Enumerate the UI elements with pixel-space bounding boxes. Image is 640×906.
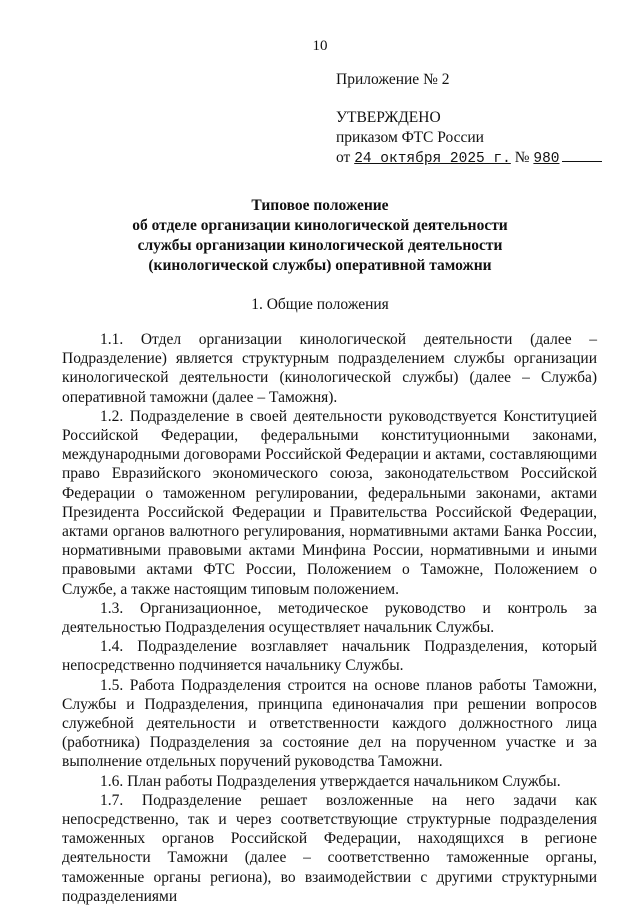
- document-title: [40, 196, 600, 276]
- order-number: 980: [533, 151, 560, 167]
- paragraph: 1.6. План работы Подразделения утверждается начальником Службы.: [100, 772, 561, 790]
- approved-stamp: УТВЕРЖДЕНО: [336, 109, 441, 126]
- title-line-2: об отделе организации кинологической деятельности: [132, 217, 508, 234]
- title-line-1: Типовое положение: [251, 197, 389, 214]
- paragraph: 1.7. Подразделение решает возложенные на него задачи как непосредственно, так и через соответствующие структурные подразделения таможенных органов Российской Федерации, находящихся в регионе деятельности Таможни (далее – соответственно таможенные органы, таможенные органы региона), во взаимодействии с другими структурными подразделениями: [62, 791, 597, 905]
- date-prefix: от: [336, 149, 351, 166]
- paragraph: 1.5. Работа Подразделения строится на основе планов работы Таможни, Службы и Подразделения, принципа единоначалия при решении вопросов служебной деятельности и ответственности каждого должностного лица (работника) Подразделения за состояние дел на порученном участке и за выполнение отдельных поручений руководства Таможни.: [62, 676, 597, 771]
- paragraph: 1.1. Отдел организации кинологической деятельности (далее – Подразделение) является структурным подразделением службы организации кинологической деятельности (кинологической службы) (далее – Служба) оперативной таможни (далее – Таможня).: [62, 331, 597, 406]
- body-text: [62, 330, 597, 906]
- section-heading: 1. Общие положения: [251, 296, 389, 313]
- number-prefix: №: [514, 149, 530, 166]
- title-line-4: (кинологической службы) оперативной таможни: [148, 257, 492, 274]
- title-line-3: службы организации кинологической деятельности: [137, 237, 503, 254]
- order-date-line: [336, 148, 626, 169]
- page-number: 10: [312, 38, 328, 54]
- underline-blank: [562, 160, 602, 162]
- order-reference: приказом ФТС России: [336, 129, 484, 146]
- paragraph: 1.2. Подразделение в своей деятельности руководствуется Конституцией Российской Федерации, федеральными конституционными законами, международными договорами Российской Федерации и актами, составляющими право Евразийского экономического союза, законодательством Российской Федерации о таможенном регулировании, федеральными законами, актами Президента Российской Федерации и Правительства Российской Федерации, актами органов валютного регулирования, нормативными актами Банка России, нормативными правовыми актами Минфина России, нормативными и иными правовыми актами ФТС России, Положением о Таможне, Положением о Службе, а также настоящим типовым положением.: [62, 407, 597, 598]
- approval-block: [336, 70, 626, 169]
- paragraph: 1.4. Подразделение возглавляет начальник Подразделения, который непосредственно подчиняется начальнику Службы.: [62, 638, 597, 675]
- paragraph: 1.3. Организационное, методическое руководство и контроль за деятельностью Подразделения осуществляет начальник Службы.: [62, 599, 597, 637]
- order-date: 24 октября 2025 г.: [354, 151, 511, 167]
- attachment-label: Приложение № 2: [336, 71, 450, 88]
